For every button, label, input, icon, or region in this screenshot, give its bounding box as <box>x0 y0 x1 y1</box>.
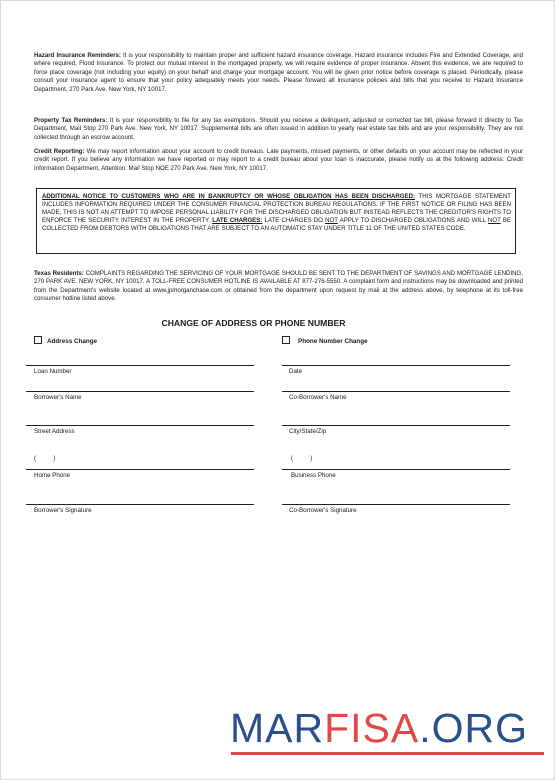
watermark-part-3: .ORG <box>419 705 529 751</box>
late-charges-heading: LATE CHARGES: <box>212 217 263 225</box>
notice-text-1: THIS MORTGAGE STATEMENT INCLUDES INFORMATION REQUIRED UNDER THE CONSUMER FINANCIAL PROTECTION BUREAU REGULATIONS. IF THE FIRST NOTICE OR FILING HAS BEEN MADE, THIS IS NOT AN ATTEMPT TO IMPOSE PERSONAL LIABILITY FOR THE DISCHARGED OBLIGATION BUT INSTEAD REFLECTS THE CREDITOR'S RIGHTS TO ENFORCE THE SECURITY INTEREST IN THE PROPERTY. <box>42 193 511 225</box>
property-tax-paragraph <box>34 117 523 142</box>
phone-change-checkbox[interactable] <box>282 336 290 344</box>
form-title: CHANGE OF ADDRESS OR PHONE NUMBER <box>161 318 346 328</box>
watermark-part-1: MAR <box>230 705 325 751</box>
borrower-name-label: Borrower's Name <box>34 394 82 401</box>
credit-text: We may report information about your account to credit bureaus. Late payments, missed payments, or other defaults on your account may be reflected in your credit report. If you believe any information we have reported or may report to a credit bureau about your loan is inaccurate, please notify us at the following address: Credit Information Department, Attention: Mail Stop NOE 270 Park Ave. New York, NY 10017. <box>34 148 523 172</box>
texas-text-2: A complaint form and instructions may be downloaded and printed from the Department's website located at www.jpmorganchase.com or obtained from the department upon request by mail at the address above, by telephone at its toll-free consumer hotline listed above. <box>34 278 523 303</box>
home-phone-field[interactable] <box>26 469 254 470</box>
date-field[interactable] <box>282 365 510 366</box>
texas-heading: Texas Residents: <box>34 270 84 277</box>
home-phone-area-code: ( ) <box>34 455 56 462</box>
city-state-zip-label: City/State/Zip <box>289 428 327 435</box>
notice-text-4: BE COLLECTED FROM DEBTORS WITH OBLIGATIONS THAT ARE SUBJECT TO AN AUTOMATIC STAY UNDER TITLE 11 OF THE UNITED STATES CODE. <box>42 217 512 233</box>
coborrower-signature-field[interactable] <box>282 504 510 505</box>
hazard-text: It is your responsibility to maintain proper and sufficient hazard insurance coverage. Hazard insurance includes Fire and Extended Coverage, and where required, Flood Insurance. To protect our mutual interest in the mortgaged property, we will require evidence of proper insurance. Absent this evidence, we are required to force place coverage (not including your equity) on your behalf and charge your mortgage account. You will be given prior notice before coverage is placed. Periodically, please consult your insurance agent to ensure that your policy adequately meets your needs. Please forward all insurance policies and bills that you receive to Hazard Insurance Department, 270 Park Ave. New York, NY 10017. <box>34 52 523 93</box>
city-state-zip-field[interactable] <box>282 425 510 426</box>
coborrower-signature-label: Co-Borrower's Signature <box>289 507 357 514</box>
borrower-signature-label: Borrower's Signature <box>34 507 92 514</box>
business-phone-label: Business Phone <box>291 472 336 479</box>
street-address-label: Street Address <box>34 428 75 435</box>
business-phone-area-code: ( ) <box>291 455 313 462</box>
notice-text-2: LATE CHARGES DO <box>262 217 326 225</box>
notice-not-1: NOT <box>325 217 338 225</box>
date-label: Date <box>289 368 303 375</box>
texas-residents-paragraph <box>34 270 523 304</box>
borrower-name-field[interactable] <box>26 391 254 392</box>
notice-heading: ADDITIONAL NOTICE TO CUSTOMERS WHO ARE IN BANKRUPTCY OR WHOSE OBLIGATION HAS BEEN DISCHARGED: <box>42 193 416 200</box>
hazard-insurance-paragraph <box>34 52 523 94</box>
borrower-signature-field[interactable] <box>26 504 254 505</box>
home-phone-label: Home Phone <box>34 472 71 479</box>
address-change-checkbox[interactable] <box>34 336 42 344</box>
coborrower-name-field[interactable] <box>282 391 510 392</box>
watermark-part-2: FISA <box>324 705 420 751</box>
bankruptcy-notice-box <box>36 188 516 254</box>
loan-number-field[interactable] <box>26 365 254 366</box>
loan-number-label: Loan Number <box>34 368 72 375</box>
watermark-underline <box>231 752 544 755</box>
street-address-field[interactable] <box>26 425 254 426</box>
notice-text-3: APPLY TO DISCHARGED OBLIGATIONS AND WILL <box>337 217 488 225</box>
address-change-label: Address Change <box>47 338 98 345</box>
texas-text-1: COMPLAINTS REGARDING THE SERVICING OF YOUR MORTGAGE SHOULD BE SENT TO THE DEPARTMENT OF SAVINGS AND MORTGAGE LENDING, 270 PARK AVE. NEW YORK, NY 10017. A TOLL-FREE CONSUMER HOTLINE IS AVAILABLE AT 877-276-5550. <box>34 270 523 286</box>
business-phone-field[interactable] <box>282 469 510 470</box>
coborrower-name-label: Co-Borrower's Name <box>289 394 347 401</box>
credit-heading: Credit Reporting: <box>34 148 85 155</box>
hazard-heading: Hazard Insurance Reminders: <box>34 52 121 59</box>
credit-reporting-paragraph <box>34 148 523 173</box>
phone-change-label: Phone Number Change <box>298 338 368 345</box>
notice-not-2: NOT <box>487 217 501 225</box>
property-tax-text: It is your responsibility to file for any tax exemptions. Should you receive a delinquent, adjusted or corrected tax bill, please forward it directly to Tax Department, Mail Stop 270 Park Ave. New York, NY 10017. Supplemental bills are often issued in addition to yearly real estate tax bills and are your responsibility. They are not collected through an escrow account. <box>34 117 523 141</box>
statement-page <box>1 1 554 779</box>
property-tax-heading: Property Tax Reminders: <box>34 117 108 124</box>
watermark-logo <box>230 705 529 751</box>
